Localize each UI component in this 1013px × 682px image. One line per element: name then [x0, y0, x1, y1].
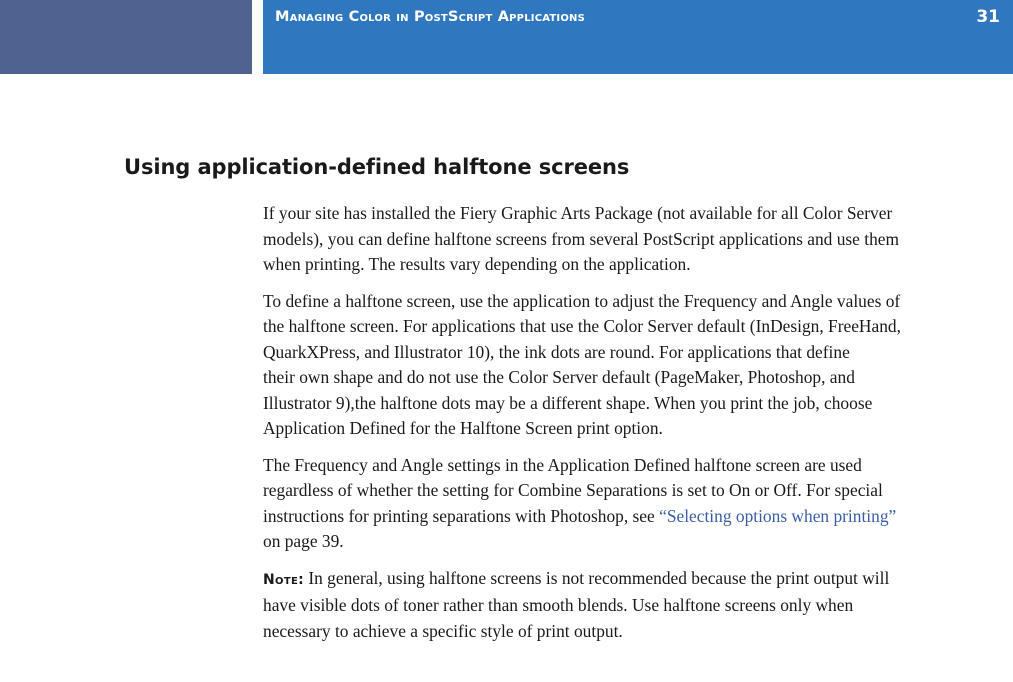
text-line [263, 566, 1008, 594]
paragraph-intro [263, 201, 1008, 278]
text-segment: In general, using halftone screens is not recommended because the print output will [308, 567, 890, 588]
text-line: on page 39. [263, 531, 344, 551]
text-line [263, 504, 1008, 530]
text-line: If your site has installed the Fiery Graphic Arts Package (not available for all Color Server [263, 203, 893, 223]
text-line: the halftone screen. For applications that use the Color Server default (InDesign, FreeHand, [263, 316, 901, 336]
text-line: The Frequency and Angle settings in the Application Defined halftone screen are used [263, 454, 862, 475]
text-line: To define a halftone screen, use the application to adjust the Frequency and Angle values of [263, 290, 901, 311]
text-line: regardless of whether the setting for Combine Separations is set to On or Off. For special [263, 480, 883, 500]
header-left-block [0, 0, 252, 74]
cross-reference-link[interactable]: “Selecting options when printing” [659, 505, 897, 526]
paragraph-note [263, 566, 1008, 645]
text-line: models), you can define halftone screens from several PostScript applications and use them [263, 228, 900, 249]
body-text [263, 201, 1008, 655]
section-heading: Using application-defined halftone screens [124, 155, 630, 179]
text-segment: instructions for printing separations with Photoshop, see [263, 505, 660, 526]
text-line: their own shape and do not use the Color Server default (PageMaker, Photoshop, and [263, 367, 855, 387]
note-label: Note: [263, 571, 304, 588]
paragraph-define-screen [263, 289, 1008, 442]
text-line: have visible dots of toner rather than smooth blends. Use halftone screens only when [263, 595, 854, 615]
text-line: Illustrator 9),the halftone dots may be a different shape. When you print the job, choose [263, 392, 873, 413]
paragraph-settings [263, 453, 1008, 555]
text-line: when printing. The results vary depending on the application. [263, 254, 691, 274]
page-number: 31 [976, 7, 1000, 27]
text-line: QuarkXPress, and Illustrator 10), the ink dots are round. For applications that define [263, 341, 850, 362]
text-line: necessary to achieve a specific style of print output. [263, 620, 623, 641]
chapter-title: Managing Color in PostScript Applications [275, 9, 586, 25]
text-line: Application Defined for the Halftone Screen print option. [263, 418, 663, 438]
header-bar [263, 0, 1013, 74]
